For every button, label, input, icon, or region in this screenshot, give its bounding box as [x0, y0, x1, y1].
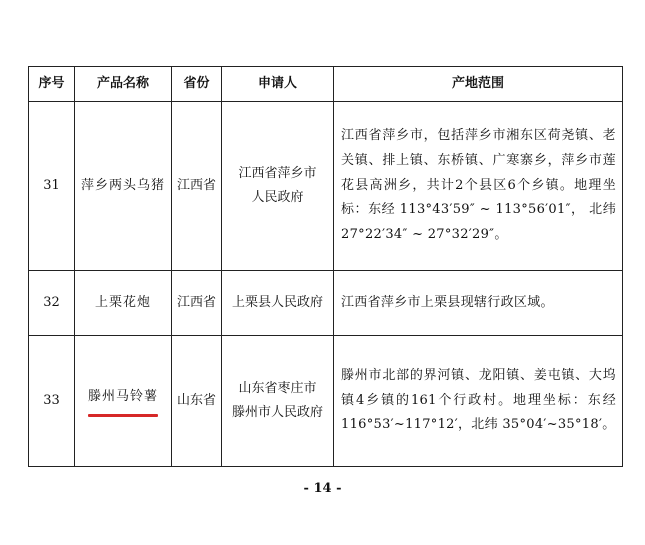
- table-header-row: [29, 67, 623, 102]
- product-name: 滕州马铃薯: [87, 389, 158, 405]
- province: 山东省: [172, 336, 222, 467]
- table-row: [29, 102, 623, 271]
- product-name-cell: [75, 336, 172, 467]
- header-province: 省份: [172, 67, 222, 102]
- province: 江西省: [172, 271, 222, 336]
- applicant: [222, 336, 334, 467]
- table-row: [29, 271, 623, 336]
- header-applicant: 申请人: [222, 67, 334, 102]
- header-production-scope: 产地范围: [334, 67, 623, 102]
- applicant-line: 人民政府: [251, 190, 304, 205]
- applicant: [222, 102, 334, 271]
- header-product-name: 产品名称: [75, 67, 172, 102]
- province: 江西省: [172, 102, 222, 271]
- header-index: 序号: [29, 67, 75, 102]
- product-name: 上栗花炮: [75, 271, 172, 336]
- applicant: [222, 271, 334, 336]
- row-index: 33: [29, 336, 75, 467]
- production-scope: 江西省萍乡市，包括萍乡市湘东区荷尧镇、老关镇、排上镇、东桥镇、广寒寨乡，萍乡市莲花县高洲乡，共计2个县区6个乡镇。地理坐标：东经 113°43′59″ ~ 113°56′01″， 北纬 27°22′34″ ~ 27°32′29″。: [334, 102, 623, 271]
- row-index: 32: [29, 271, 75, 336]
- page-number: - 14 -: [303, 481, 342, 496]
- production-scope: 江西省萍乡市上栗县现辖行政区域。: [334, 271, 623, 336]
- applicant-line: 滕州市人民政府: [231, 405, 323, 420]
- table-row: [29, 336, 623, 467]
- production-scope: 滕州市北部的界河镇、龙阳镇、姜屯镇、大坞镇4乡镇的161个行政村。地理坐标：东经 116°53′~117°12′，北纬 35°04′~35°18′。: [334, 336, 623, 467]
- applicant-line: 上栗县人民政府: [231, 294, 323, 310]
- product-name: 萍乡两头乌猪: [75, 102, 172, 271]
- applicant-line: 江西省萍乡市: [238, 165, 317, 181]
- geographic-indication-table: [28, 66, 623, 467]
- spellcheck-underline: [88, 414, 158, 417]
- applicant-line: 山东省枣庄市: [238, 380, 317, 396]
- row-index: 31: [29, 102, 75, 271]
